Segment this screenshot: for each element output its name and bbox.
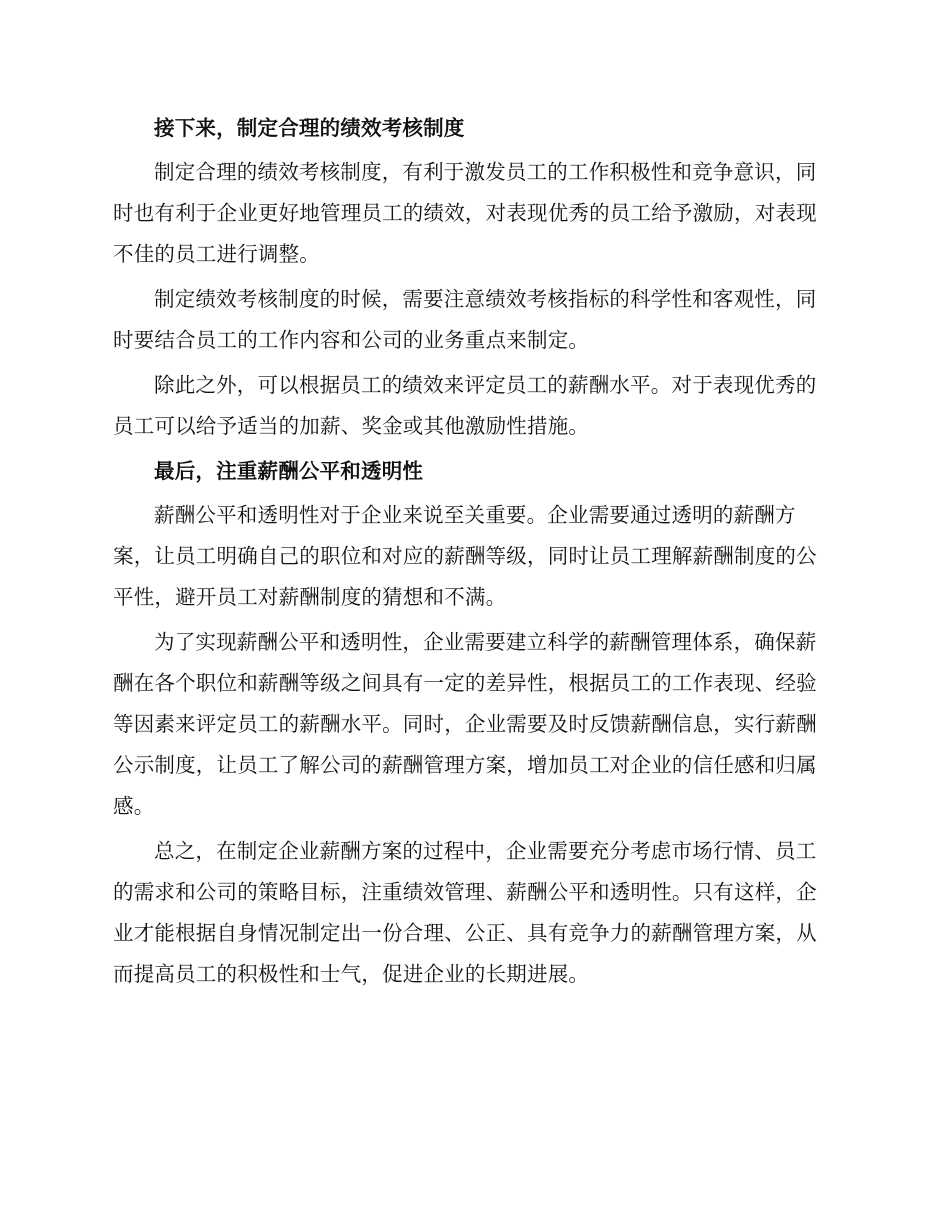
paragraph-conclusion: 总之，在制定企业薪酬方案的过程中，企业需要充分考虑市场行情、员工的需求和公司的策略目标，注重绩效管理、薪酬公平和透明性。只有这样，企业才能根据自身情况制定出一份合理、公正、具有竞争力的薪酬管理方案，从而提高员工的积极性和士气，促进企业的长期进展。 xyxy=(113,839,817,986)
paragraph-performance-pay: 除此之外，可以根据员工的绩效来评定员工的薪酬水平。对于表现优秀的员工可以给予适当的加薪、奖金或其他激励性措施。 xyxy=(113,373,817,438)
document-body xyxy=(113,108,831,999)
section-heading-performance: 接下来，制定合理的绩效考核制度 xyxy=(154,116,465,140)
paragraph-fairness-importance: 薪酬公平和透明性对于企业来说至关重要。企业需要通过透明的薪酬方案，让员工明确自己的职位和对应的薪酬等级，同时让员工理解薪酬制度的公平性，避开员工对薪酬制度的猜想和不满。 xyxy=(113,503,817,609)
paragraph-performance-criteria: 制定绩效考核制度的时候，需要注意绩效考核指标的科学性和客观性，同时要结合员工的工作内容和公司的业务重点来制定。 xyxy=(113,287,817,352)
paragraph-fairness-implementation: 为了实现薪酬公平和透明性，企业需要建立科学的薪酬管理体系，确保薪酬在各个职位和薪酬等级之间具有一定的差异性，根据员工的工作表现、经验等因素来评定员工的薪酬水平。同时，企业需要及时反馈薪酬信息，实行薪酬公示制度，让员工了解公司的薪酬管理方案，增加员工对企业的信任感和归属感。 xyxy=(113,630,817,818)
paragraph-performance-benefits: 制定合理的绩效考核制度，有利于激发员工的工作积极性和竞争意识，同时也有利于企业更好地管理员工的绩效，对表现优秀的员工给予激励，对表现不佳的员工进行调整。 xyxy=(113,160,817,266)
section-heading-fairness: 最后，注重薪酬公平和透明性 xyxy=(154,459,424,483)
